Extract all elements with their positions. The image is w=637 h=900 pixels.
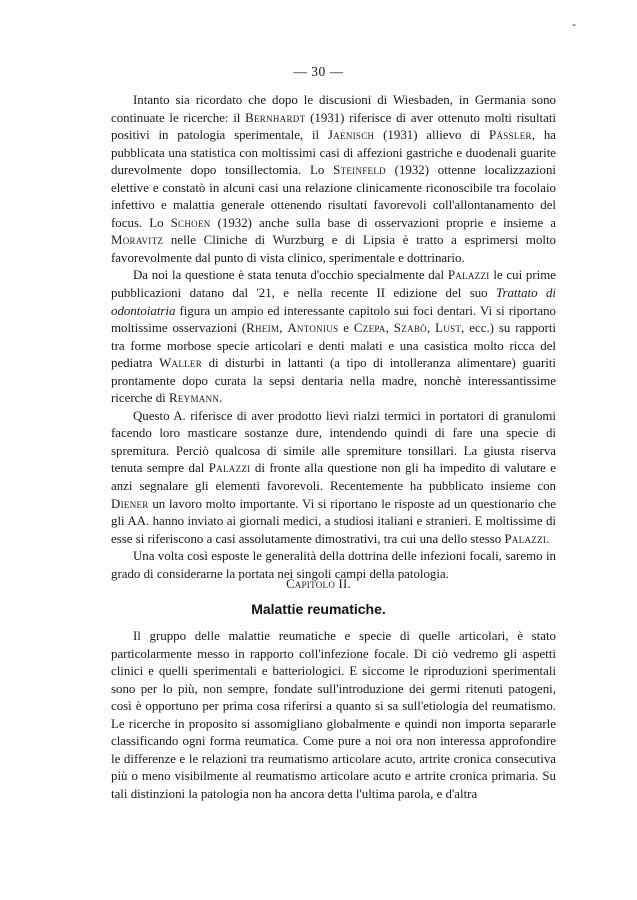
page-number: — 30 — [293, 64, 344, 79]
text-run: Da noi la questione è stata tenuta d'occhio specialmente dal [133, 268, 448, 283]
text-run: , [385, 321, 394, 336]
author-name: Schoen [170, 215, 211, 230]
text-run: . [546, 531, 550, 546]
text-run: di disturbi in lattanti (a tipo di intolleranza alimentare) guariti prontamente dopo curata la sepsi dentaria nella madre, nonchè interessantissime ricerche di [111, 356, 556, 406]
text-run: le cui prime pubblicazioni datano dal '21, e nella recente II edizione del suo [111, 268, 556, 301]
chapter-title: Malattie reumatiche. [251, 601, 386, 617]
text-run: (1931) riferisce di aver ottenuto molti risultati positivi in patologia sperimentale, il [111, 110, 556, 143]
paragraph [111, 628, 556, 803]
author-name: Bernhardt [245, 110, 306, 125]
text-run: Il gruppo delle malattie reumatiche e specie di quelle articolari, è stato particolarmente messo in rapporto coll'infezione focale. Di ciò vedremo gli aspetti clinici e quelli sperimentali e batteriologici. E siccome le riproduzioni sperimentali sono per lo più, non sempre, fondate sull'introduzione dei germi ritenuti patogeni, così è opportuno per prima cosa riferirsi a quanto si sa sull'etiologia del reumatismo. Le ricerche in proposito si assomigliano globalmente e quindi non importa separarle classificando ogni forma reumatica. Come pure a noi ora non interessa approfondire le differenze e le relazioni tra reumatismo articolare acuto, artrite cronica consecutiva più o meno visibilmente al reumatismo articolare acuto e artrite cronica primaria. Su tali distinzioni la patologia non ha ancora detta l'ultima parola, e d'altra [111, 629, 556, 801]
author-name: Reymann [168, 391, 220, 406]
page-corner-mark: - [572, 17, 576, 31]
author-name: Steinfeld [333, 163, 386, 178]
author-name: Szabò [393, 321, 427, 336]
author-name: Lust [435, 321, 462, 336]
text-run: di fronte alla questione non gli ha impedito di valutare e anzi segnalare gli elementi favorevoli. Recentemente ha pubblicato insieme con [111, 461, 556, 494]
author-name: Moravitz [111, 233, 164, 248]
author-name: Rheim [246, 321, 280, 336]
text-run: Una volta così esposte le generalità della dottrina delle infezioni focali, saremo in grado di considerarne la portata nei singoli campi della patologia. [111, 549, 556, 581]
author-name: Palazzi [208, 461, 251, 476]
section-2-text [111, 628, 556, 803]
author-name: Jaenisch [327, 128, 375, 143]
paragraph [111, 267, 556, 407]
text-run: Questo A. riferisce di aver prodotto lievi rialzi termici in portatori di granulomi facendo loro masticare sostanze dure, intendendo quindi di fare una specie di spremitura. Perciò qualcosa di simile alle spremiture tonsillari. La giusta riserva tenuta sempre dal [111, 408, 556, 476]
text-run: , ha pubblicata una statistica con moltissimi casi di affezioni gastriche e duodenali guarite durevolmente dopo tonsillectomia. Lo [111, 128, 556, 178]
text-run: nelle Cliniche di Wurzburg e di Lipsia è tratto a esprimersi molto favorevolmente dal punto di vista clinico, sperimentale e dottrinario. [111, 233, 556, 265]
author-name: Antonius [287, 321, 339, 336]
text-run: , [279, 321, 288, 336]
text-run: , [426, 321, 436, 336]
text-run: (1932) ottenne localizzazioni elettive e constatò in alcuni casi una relazione clinicamente riconoscibile tra focolaio infettivo e malattia generale ottenendo risultati favorevoli coll'allontanamento del focus. Lo [111, 163, 556, 230]
chapter-label: Capitolo II. [286, 577, 351, 591]
text-run: (1932) anche sulla base di osservazioni proprie e insieme a [210, 215, 556, 230]
text-run: figura un ampio ed interessante capitolo sui foci dentari. Vi si riportano moltissime osservazioni ( [111, 303, 556, 336]
section-1-text [111, 92, 556, 583]
author-name: Waller [159, 356, 203, 371]
text-run: (1931) allievo di [374, 128, 490, 143]
author-name: Diener [111, 496, 149, 511]
book-title: Trattato di odontoiatria [111, 286, 556, 318]
author-name: Palazzi [447, 268, 490, 283]
text-run: un lavoro molto importante. Vi si riportano le risposte ad un questionario che gli AA. hanno inviato ai giornali medici, a studiosi italiani e stranieri. E moltissime di esse si riferiscono a casi assolutamente dimostrativi, tra cui una dello stesso [111, 496, 556, 546]
paragraph [111, 92, 556, 267]
paragraph [111, 408, 556, 548]
text-run: e [338, 321, 354, 336]
text-run: , ecc.) su rapporti tra forme morbose specie articolari e denti malati e una casistica molto ricca del pediatra [111, 321, 557, 371]
author-name: Pässler [489, 128, 532, 143]
text-run: . [219, 391, 223, 406]
author-name: Czepa [353, 321, 386, 336]
author-name: Palazzi [504, 531, 547, 546]
text-run: Intanto sia ricordato che dopo le discusioni di Wiesbaden, in Germania sono continuate le ricerche: il [111, 93, 556, 125]
